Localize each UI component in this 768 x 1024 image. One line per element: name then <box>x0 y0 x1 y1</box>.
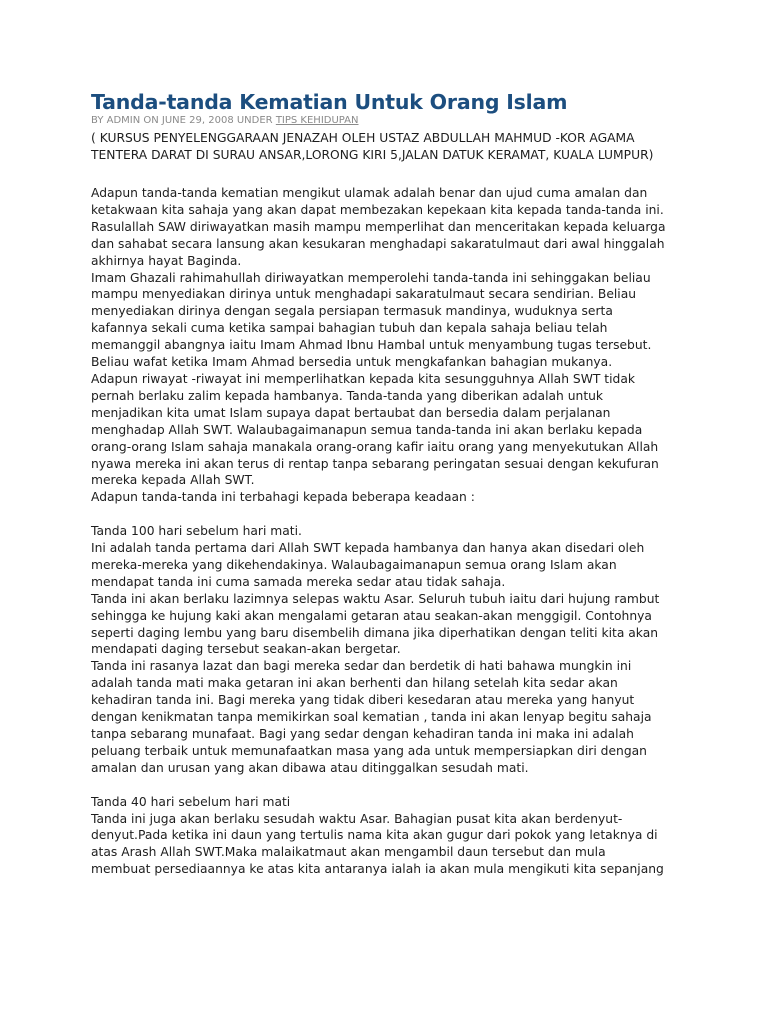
article-paragraph <box>91 794 691 879</box>
paragraph-line: Tanda ini akan berlaku lazimnya selepas waktu Asar. Seluruh tubuh iaitu dari hujung rambut <box>91 591 660 606</box>
paragraph-line: memanggil abangnya iaitu Imam Ahmad Ibnu Hambal untuk menyambung tugas tersebut. <box>91 338 652 353</box>
paragraph-line: mereka kepada Allah SWT. <box>91 473 255 488</box>
paragraph-line: Adapun riwayat -riwayat ini memperlihatkan kepada kita sesungguhnya Allah SWT tidak <box>91 371 635 386</box>
article-paragraph <box>91 523 691 777</box>
post-title: Tanda-tanda Kematian Untuk Orang Islam <box>91 90 568 114</box>
paragraph-line: menjadikan kita umat Islam supaya dapat bertaubat dan bersedia dalam perjalanan <box>91 405 611 420</box>
paragraph-line: mendapati daging tersebut seakan-akan bergetar. <box>91 642 401 657</box>
paragraph-line: Tanda ini juga akan berlaku sesudah waktu Asar. Bahagian pusat kita akan berdenyut- <box>91 811 623 826</box>
paragraph-line: mereka-mereka yang dikehendakinya. Walaubagaimanapun semua orang Islam akan <box>91 557 617 572</box>
paragraph-line: seperti daging lembu yang baru disembelih dimana jika diperhatikan dengan teliti kita akan <box>91 625 659 640</box>
paragraph-line: ketakwaan kita sahaja yang akan dapat membezakan kepekaan kita kepada tanda-tanda ini. <box>91 202 664 217</box>
paragraph-line: Adapun tanda-tanda ini terbahagi kepada beberapa keadaan : <box>91 490 475 505</box>
paragraph-line: dengan kenikmatan tanpa memikirkan soal kematian , tanda ini akan lenyap begitu sahaja <box>91 710 652 725</box>
paragraph-line: sehingga ke hujung kaki akan mengalami getaran atau seakan-akan menggigil. Contohnya <box>91 608 652 623</box>
subtitle-line: TENTERA DARAT DI SURAU ANSAR,LORONG KIRI 5,JALAN DATUK KERAMAT, KUALA LUMPUR) <box>91 148 654 162</box>
paragraph-line: tanpa sebarang munafaat. Bagi yang sedar dengan kehadiran tanda ini maka ini adalah <box>91 726 634 741</box>
paragraph-line: menghadap Allah SWT. Walaubagaimanapun semua tanda-tanda ini akan berlaku kepada <box>91 422 643 437</box>
paragraph-line: Imam Ghazali rahimahullah diriwayatkan memperolehi tanda-tanda ini sehinggakan beliau <box>91 270 651 285</box>
paragraph-line: mampu menyediakan dirinya untuk menghadapi sakaratulmaut secara sendirian. Beliau <box>91 287 637 302</box>
paragraph-line: atas Arash Allah SWT.Maka malaikatmaut akan mengambil daun tersebut dan mula <box>91 845 606 860</box>
article-body <box>91 185 691 895</box>
article-paragraph <box>91 185 691 506</box>
paragraph-line: akhirnya hayat Baginda. <box>91 253 242 268</box>
paragraph-line: Tanda ini rasanya lazat dan bagi mereka sedar dan berdetik di hati bahawa mungkin ini <box>91 659 632 674</box>
paragraph-line: mendapat tanda ini cuma samada mereka sedar atau tidak sahaja. <box>91 574 506 589</box>
paragraph-line: menyediakan dirinya dengan segala persiapan termasuk mandinya, wuduknya serta <box>91 304 613 319</box>
paragraph-line: Beliau wafat ketika Imam Ahmad bersedia untuk mengkafankan bahagian mukanya. <box>91 355 613 370</box>
paragraph-line: Ini adalah tanda pertama dari Allah SWT kepada hambanya dan hanya akan disedari oleh <box>91 541 645 556</box>
paragraph-line: pernah berlaku zalim kepada hambanya. Tanda-tanda yang diberikan adalah untuk <box>91 388 604 403</box>
paragraph-line: Rasulallah SAW diriwayatkan masih mampu memperlihat dan menceritakan kepada keluarga <box>91 219 666 234</box>
post-byline: BY ADMIN ON JUNE 29, 2008 UNDER <box>91 115 276 126</box>
paragraph-line: dan sahabat secara lansung akan kesukaran menghadapi sakaratulmaut dari awal hinggalah <box>91 236 665 251</box>
paragraph-line: Tanda 100 hari sebelum hari mati. <box>91 524 302 539</box>
paragraph-line: nyawa mereka ini akan terus di rentap tanpa sebarang peringatan sesuai dengan kekufuran <box>91 456 659 471</box>
paragraph-line: denyut.Pada ketika ini daun yang tertulis nama kita akan gugur dari pokok yang letaknya di <box>91 828 658 843</box>
paragraph-line: kafannya sekali cuma ketika sampai bahagian tubuh dan kepala sahaja beliau telah <box>91 321 608 336</box>
post-meta <box>91 115 359 126</box>
post-subtitle <box>91 130 653 164</box>
paragraph-line: Tanda 40 hari sebelum hari mati <box>91 794 291 809</box>
paragraph-line: membuat persediaannya ke atas kita antaranya ialah ia akan mula mengikuti kita sepanjang <box>91 862 664 877</box>
category-link[interactable]: TIPS KEHIDUPAN <box>275 115 359 126</box>
paragraph-line: orang-orang Islam sahaja manakala orang-orang kafir iaitu orang yang menyekutukan Allah <box>91 439 659 454</box>
paragraph-line: peluang terbaik untuk memunafaatkan masa yang ada untuk mempersiapkan diri dengan <box>91 743 647 758</box>
paragraph-line: Adapun tanda-tanda kematian mengikut ulamak adalah benar dan ujud cuma amalan dan <box>91 186 648 200</box>
paragraph-line: adalah tanda mati maka getaran ini akan berhenti dan hilang setelah kita sedar akan <box>91 676 618 691</box>
paragraph-line: amalan dan urusan yang akan dibawa atau ditinggalkan sesudah mati. <box>91 760 529 775</box>
subtitle-line: ( KURSUS PENYELENGGARAAN JENAZAH OLEH USTAZ ABDULLAH MAHMUD -KOR AGAMA <box>91 131 635 145</box>
paragraph-line: kehadiran tanda ini. Bagi mereka yang tidak diberi kesedaran atau mereka yang hanyut <box>91 693 635 708</box>
